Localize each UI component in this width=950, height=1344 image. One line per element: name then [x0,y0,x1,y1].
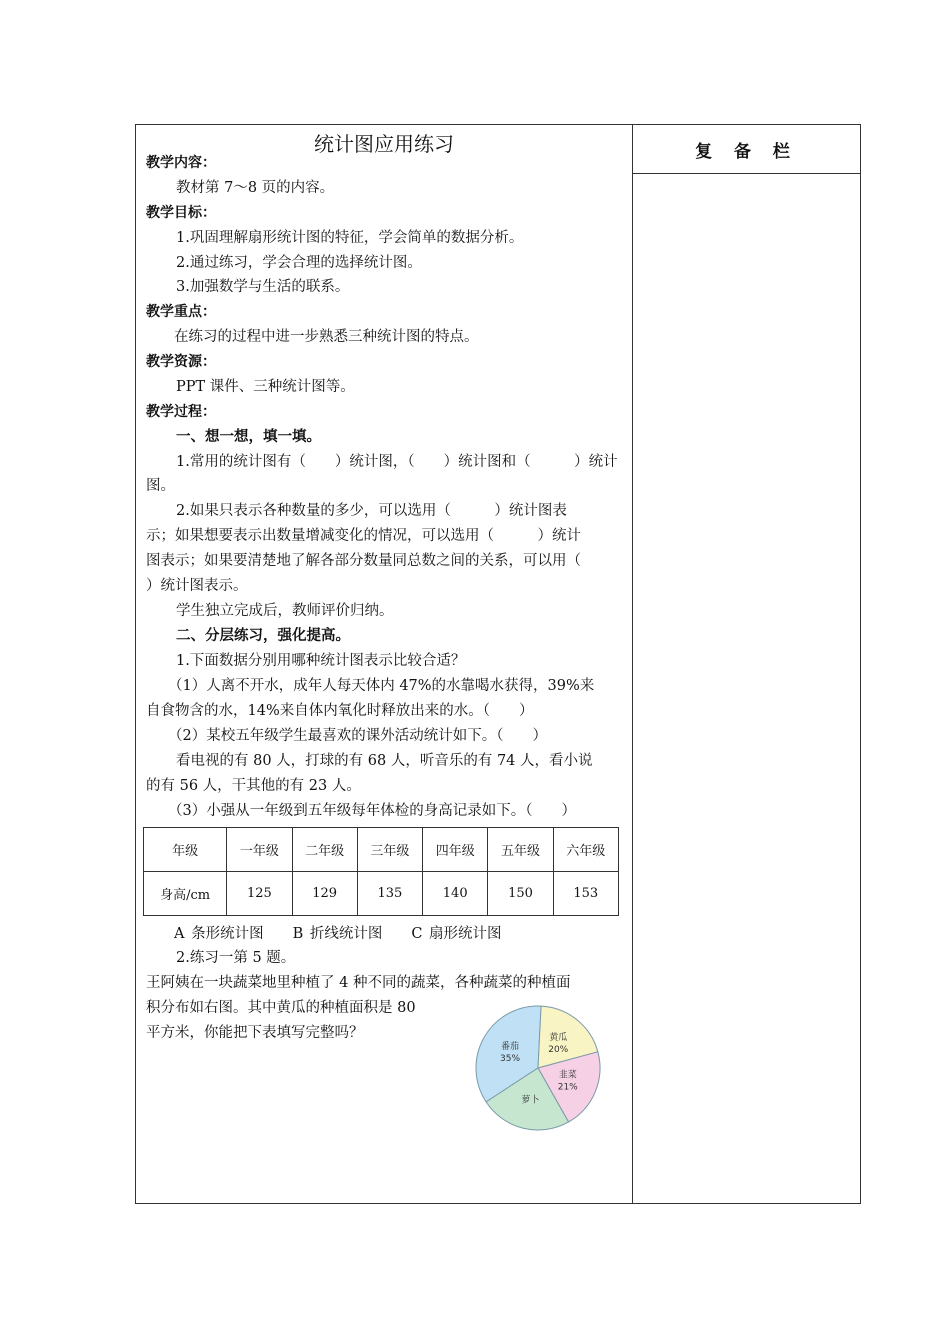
part1-heading: 一、想一想，填一填。 [176,429,321,445]
table-row [144,872,619,916]
pie-value-0: 35% [500,1053,521,1064]
part2-q2: 2.练习一第 5 题。 [176,950,296,966]
pie-label-3: 萝卜 [521,1095,540,1106]
table-cell: 125 [227,872,292,916]
part1-q1-line: 1.常用的统计图有（ ）统计图，（ ）统计图和（ ）统计 [176,454,618,470]
height-table [143,827,619,916]
pie-label-1: 黄瓜 [549,1032,568,1043]
part1-q2-line: 图表示；如果要清楚地了解各部分数量同总数之间的关系，可以用（ [146,553,581,569]
main-column [136,125,632,1203]
lesson-plan-frame [135,124,861,1204]
part2-q2-line: 积分布如右图。其中黄瓜的种植面积是 80 [146,1000,416,1016]
part2-q1c: （3）小强从一年级到五年级每年体检的身高记录如下。（ ） [168,803,576,819]
focus-heading: 教学重点： [146,304,216,320]
goals-heading: 教学目标： [146,205,216,221]
table-cell: 129 [292,872,357,916]
table-cell: 三年级 [357,828,422,872]
part2-q1a-line: 自食物含的水，14%来自体内氧化时释放出来的水。（ ） [146,703,534,719]
pie-value-1: 20% [548,1044,569,1055]
process-heading: 教学过程： [146,404,216,420]
focus-text: 在练习的过程中进一步熟悉三种统计图的特点。 [174,329,479,345]
part1-q2-line: 2.如果只表示各种数量的多少，可以选用（ ）统计图表 [176,503,567,519]
part2-q1: 1.下面数据分别用哪种统计图表示比较合适？ [176,653,466,669]
vegetable-pie-chart [472,1002,604,1134]
part2-q1b-line: 的有 56 人，干其他的有 23 人。 [146,778,361,794]
table-cell: 二年级 [292,828,357,872]
part1-summary: 学生独立完成后，教师评价归纳。 [176,603,394,619]
part1-q2-line: 示；如果想要表示出数量增减变化的情况，可以选用（ ）统计 [146,528,581,544]
part1-q2-line: ）统计图表示。 [146,578,248,594]
table-cell: 四年级 [423,828,488,872]
goal-item: 1.巩固理解扇形统计图的特征，学会简单的数据分析。 [176,230,524,246]
table-cell: 140 [423,872,488,916]
resources-heading: 教学资源： [146,354,216,370]
table-cell: 150 [488,872,553,916]
options-line: A 条形统计图 B 折线统计图 C 扇形统计图 [174,926,502,942]
content-text: 教材第 7～8 页的内容。 [176,180,335,196]
table-header-row [144,828,619,872]
part2-q1b-line: （2）某校五年级学生最喜欢的课外活动统计如下。（ ） [168,728,547,744]
part2-q2-line: 王阿姨在一块蔬菜地里种植了 4 种不同的蔬菜，各种蔬菜的种植面 [146,975,571,991]
page-title: 统计图应用练习 [314,132,454,156]
side-column-title: 复 备 栏 [695,142,798,162]
table-cell: 六年级 [553,828,618,872]
part2-q2-line: 平方米，你能把下表填写完整吗？ [146,1025,364,1041]
table-cell: 135 [357,872,422,916]
part1-q1-line: 图。 [146,478,175,494]
side-header-line [633,173,860,174]
part2-q1a-line: （1）人离不开水，成年人每天体内 47%的水靠喝水获得，39%来 [168,678,595,694]
table-cell: 年级 [144,828,227,872]
pie-value-2: 21% [557,1082,578,1093]
content-heading: 教学内容： [146,155,216,171]
table-cell: 一年级 [227,828,292,872]
part2-heading: 二、分层练习，强化提高。 [176,628,350,644]
part2-q1b-line: 看电视的有 80 人，打球的有 68 人，听音乐的有 74 人，看小说 [176,753,593,769]
goal-item: 2.通过练习，学会合理的选择统计图。 [176,255,422,271]
pie-label-2: 韭菜 [558,1070,577,1081]
table-cell: 五年级 [488,828,553,872]
resources-text: PPT 课件、三种统计图等。 [176,379,355,395]
table-cell: 身高/cm [144,872,227,916]
goal-item: 3.加强数学与生活的联系。 [176,279,350,295]
table-cell: 153 [553,872,618,916]
pie-label-0: 番茄 [501,1041,520,1052]
